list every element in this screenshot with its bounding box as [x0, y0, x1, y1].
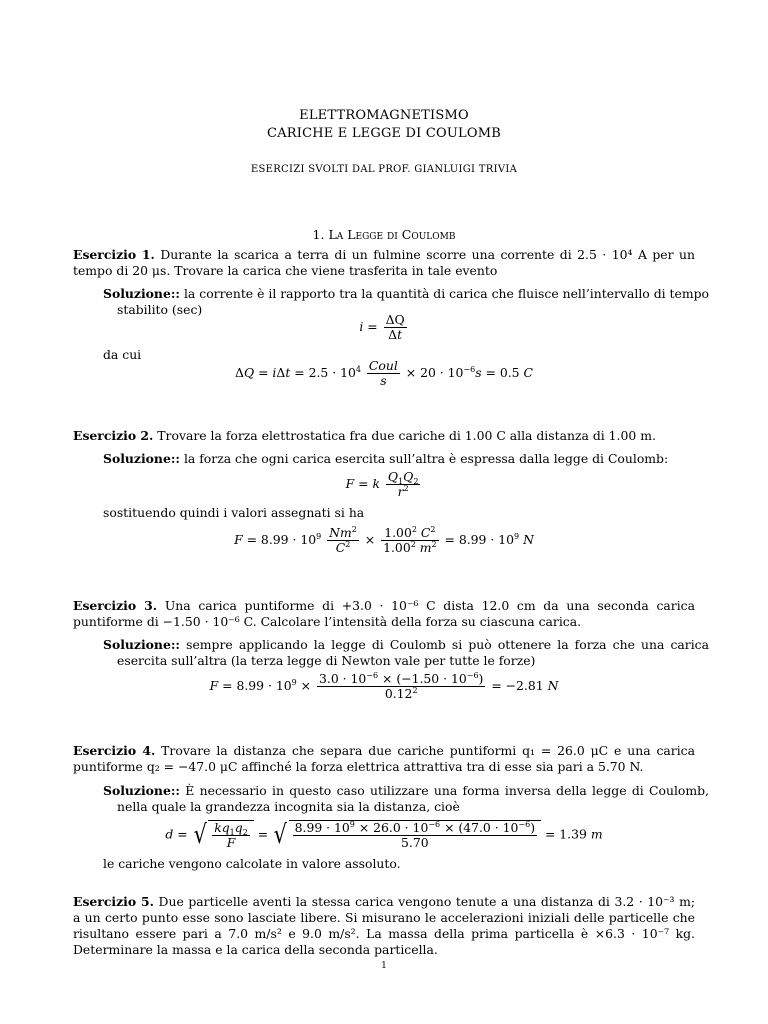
solution-1-label: Soluzione::	[103, 286, 180, 301]
doc-author: ESERCIZI SVOLTI DAL PROF. GIANLUIGI TRIVIA	[250, 164, 518, 175]
exercise-2	[73, 428, 695, 444]
exercise-1-label: Esercizio 1.	[73, 247, 155, 262]
exercise-5	[73, 894, 695, 958]
solution-1-text: la corrente è il rapporto tra la quantità di carica che fluisce nell’intervallo di tempo stabilito (sec)	[117, 286, 709, 317]
equation-coulomb: F = k $\frac{Q_1Q_2}{r^2}$	[345, 469, 419, 499]
exercise-4-label: Esercizio 4.	[73, 743, 156, 758]
doc-title-line1: ELETTROMAGNETISMO	[299, 108, 469, 123]
page-number: 1	[381, 961, 387, 971]
equation-force-2: $F = 8.99 \cdot 10^9$ $\frac{Nm^2}{C^2}$ × $\frac{1.00^2 C^2}{1.00^2 m^2}$ = $8.99 \cdot 10^9$ N	[234, 525, 534, 555]
equation-force-3: $F = 8.99 \cdot 10^9$ × $\frac{3.0 \cdot 10^{-6} \times (-1.50 \cdot 10^{-6})}{0.12^2}$ = −2.81 N	[209, 671, 559, 701]
exercise-1	[73, 247, 695, 279]
solution-3-label: Soluzione::	[103, 637, 180, 652]
solution-3-text: sempre applicando la legge di Coulomb si può ottenere la forza che una carica esercita sull’altra (la terza legge di Newton vale per tutte le forze)	[117, 637, 709, 668]
equation-charge: $\Delta Q = i\Delta t = 2.5 \cdot 10^4$ $\frac{\text{Coul}}{s}$ × $20 \cdot 10^{-6}s = 0.5$ C	[235, 358, 533, 388]
exercise-4-solution	[103, 783, 709, 815]
exercise-4	[73, 743, 695, 775]
solution-2-label: Soluzione::	[103, 451, 180, 466]
exercise-2-solution	[103, 451, 695, 467]
section-number: 1.	[312, 227, 325, 242]
exercise-3	[73, 598, 695, 630]
exercise-3-solution	[103, 637, 709, 669]
equation-distance: d = √ $\frac{kq_1q_2}{F}$ = √ $\frac{8.99 \cdot 10^9 \times 26.0 \cdot 10^{-6} \times (47.0 \cdot 10^{-6})}{5.70}$ = 1.39 m	[165, 820, 603, 850]
exercise-3-label: Esercizio 3.	[73, 598, 158, 613]
exercise-5-text: Due particelle aventi la stessa carica vengono tenute a una distanza di 3.2 · 10⁻³ m; a un certo punto esse sono lasciate libere. Si misurano le accelerazioni iniziali delle particelle che risultano essere pari a 7.0 m/s² e 9.0 m/s². La massa della prima particella è ×6.3 · 10⁻⁷ kg. Determinare la massa e la carica della seconda particella.	[73, 894, 695, 957]
exercise-1-text: Durante la scarica a terra di un fulmine scorre una corrente di 2.5 · 10⁴ A per un tempo di 20 μs. Trovare la carica che viene trasferita in tale evento	[73, 247, 695, 278]
doc-title-line2: CARICHE E LEGGE DI COULOMB	[267, 126, 501, 141]
ex4-after-text: le cariche vengono calcolate in valore assoluto.	[103, 856, 401, 871]
exercise-5-label: Esercizio 5.	[73, 894, 154, 909]
section-title: La Legge di Coulomb	[328, 227, 456, 242]
exercise-2-text: Trovare la forza elettrostatica fra due cariche di 1.00 C alla distanza di 1.00 m.	[157, 428, 656, 443]
exercise-2-label: Esercizio 2.	[73, 428, 154, 443]
da-cui-text: da cui	[103, 347, 142, 362]
solution-4-text: È necessario in questo caso utilizzare una forma inversa della legge di Coulomb, nella quale la grandezza incognita sia la distanza, cioè	[117, 783, 709, 814]
solution-4-label: Soluzione::	[103, 783, 180, 798]
equation-current: i = $\frac{\Delta Q}{\Delta t}$	[359, 312, 405, 342]
solution-2-text: la forza che ogni carica esercita sull’altra è espressa dalla legge di Coulomb:	[183, 451, 669, 466]
ex2-after-text: sostituendo quindi i valori assegnati si ha	[103, 505, 365, 520]
section-heading	[0, 227, 768, 242]
exercise-4-text: Trovare la distanza che separa due cariche puntiformi q₁ = 26.0 μC e una carica puntiforme q₂ = −47.0 μC affinché la forza elettrica attrattiva tra di esse sia pari a 5.70 N.	[73, 743, 695, 774]
exercise-3-text: Una carica puntiforme di +3.0 · 10⁻⁶ C dista 12.0 cm da una seconda carica puntiforme di −1.50 · 10⁻⁶ C. Calcolare l’intensità della forza su ciascuna carica.	[73, 598, 695, 629]
